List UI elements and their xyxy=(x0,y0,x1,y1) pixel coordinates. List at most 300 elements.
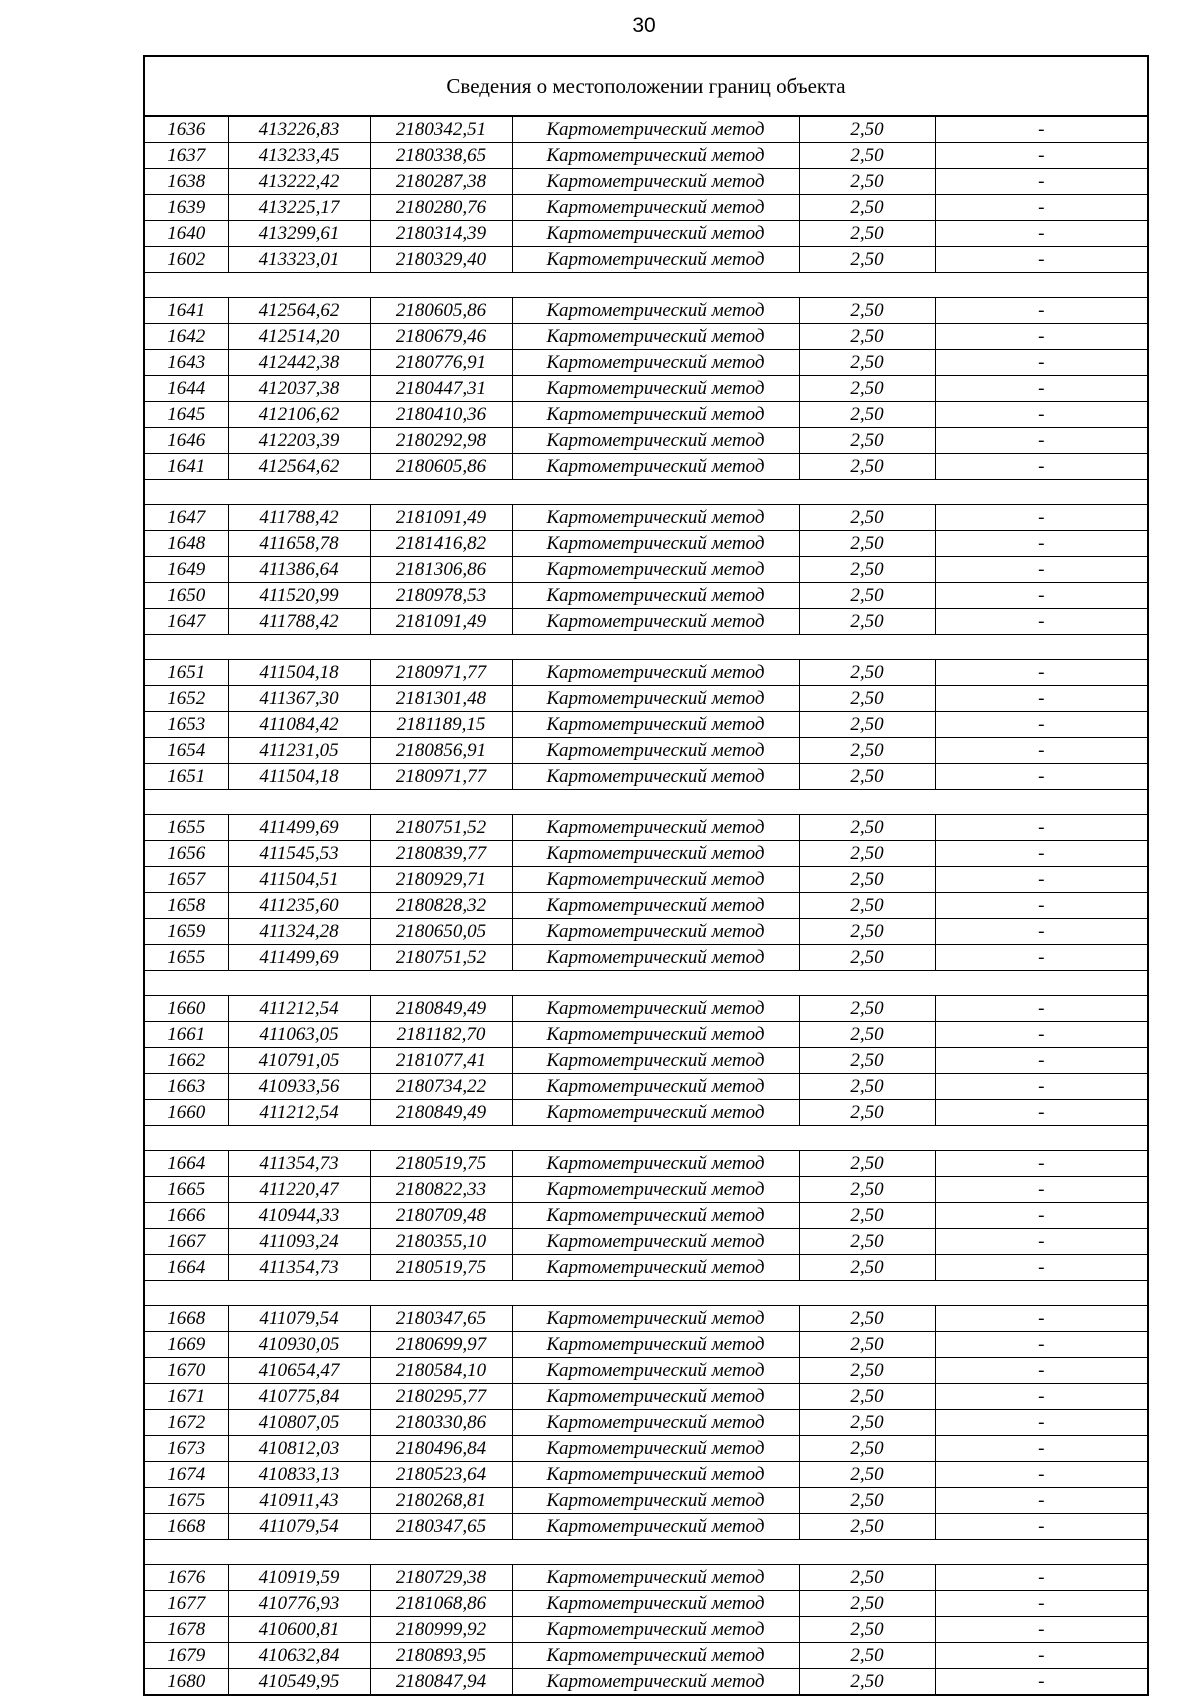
point-number-cell: 1653 xyxy=(145,712,228,738)
y-coordinate-cell: 2180828,32 xyxy=(370,893,512,919)
x-coordinate-cell: 410812,03 xyxy=(228,1436,370,1462)
table-row xyxy=(145,1643,1147,1669)
accuracy-cell: 2,50 xyxy=(799,1255,935,1281)
method-cell: Картометрический метод xyxy=(512,738,799,764)
accuracy-cell: 2,50 xyxy=(799,324,935,350)
x-coordinate-cell: 411788,42 xyxy=(228,609,370,635)
method-cell: Картометрический метод xyxy=(512,247,799,273)
table-row xyxy=(145,764,1147,790)
y-coordinate-cell: 2180776,91 xyxy=(370,350,512,376)
point-number-cell: 1644 xyxy=(145,376,228,402)
group-separator xyxy=(145,273,1147,298)
y-coordinate-cell: 2181091,49 xyxy=(370,609,512,635)
table-row xyxy=(145,247,1147,273)
y-coordinate-cell: 2180523,64 xyxy=(370,1462,512,1488)
x-coordinate-cell: 410807,05 xyxy=(228,1410,370,1436)
y-coordinate-cell: 2180287,38 xyxy=(370,169,512,195)
method-cell: Картометрический метод xyxy=(512,143,799,169)
x-coordinate-cell: 413222,42 xyxy=(228,169,370,195)
table-row xyxy=(145,1151,1147,1177)
description-cell: - xyxy=(935,1048,1147,1074)
y-coordinate-cell: 2180519,75 xyxy=(370,1255,512,1281)
point-number-cell: 1659 xyxy=(145,919,228,945)
y-coordinate-cell: 2180268,81 xyxy=(370,1488,512,1514)
method-cell: Картометрический метод xyxy=(512,1255,799,1281)
x-coordinate-cell: 411354,73 xyxy=(228,1255,370,1281)
point-number-cell: 1674 xyxy=(145,1462,228,1488)
method-cell: Картометрический метод xyxy=(512,1306,799,1332)
point-number-cell: 1660 xyxy=(145,996,228,1022)
method-cell: Картометрический метод xyxy=(512,324,799,350)
description-cell: - xyxy=(935,583,1147,609)
x-coordinate-cell: 411079,54 xyxy=(228,1514,370,1540)
point-number-cell: 1649 xyxy=(145,557,228,583)
point-number-cell: 1637 xyxy=(145,143,228,169)
boundary-table-container xyxy=(143,55,1149,1696)
table-row xyxy=(145,298,1147,324)
y-coordinate-cell: 2180295,77 xyxy=(370,1384,512,1410)
point-number-cell: 1647 xyxy=(145,505,228,531)
point-number-cell: 1662 xyxy=(145,1048,228,1074)
description-cell: - xyxy=(935,505,1147,531)
y-coordinate-cell: 2180971,77 xyxy=(370,764,512,790)
method-cell: Картометрический метод xyxy=(512,1048,799,1074)
x-coordinate-cell: 413299,61 xyxy=(228,221,370,247)
description-cell: - xyxy=(935,1462,1147,1488)
x-coordinate-cell: 411354,73 xyxy=(228,1151,370,1177)
y-coordinate-cell: 2180496,84 xyxy=(370,1436,512,1462)
y-coordinate-cell: 2181068,86 xyxy=(370,1591,512,1617)
y-coordinate-cell: 2181306,86 xyxy=(370,557,512,583)
table-row xyxy=(145,1229,1147,1255)
description-cell: - xyxy=(935,1643,1147,1669)
table-row xyxy=(145,1074,1147,1100)
table-row xyxy=(145,557,1147,583)
method-cell: Картометрический метод xyxy=(512,1591,799,1617)
point-number-cell: 1602 xyxy=(145,247,228,273)
x-coordinate-cell: 413233,45 xyxy=(228,143,370,169)
method-cell: Картометрический метод xyxy=(512,1151,799,1177)
y-coordinate-cell: 2180709,48 xyxy=(370,1203,512,1229)
method-cell: Картометрический метод xyxy=(512,1617,799,1643)
description-cell: - xyxy=(935,686,1147,712)
x-coordinate-cell: 411084,42 xyxy=(228,712,370,738)
description-cell: - xyxy=(935,454,1147,480)
table-row xyxy=(145,350,1147,376)
accuracy-cell: 2,50 xyxy=(799,1203,935,1229)
group-separator xyxy=(145,790,1147,815)
y-coordinate-cell: 2180734,22 xyxy=(370,1074,512,1100)
table-row xyxy=(145,1591,1147,1617)
table-row xyxy=(145,609,1147,635)
description-cell: - xyxy=(935,841,1147,867)
method-cell: Картометрический метод xyxy=(512,1177,799,1203)
accuracy-cell: 2,50 xyxy=(799,738,935,764)
point-number-cell: 1680 xyxy=(145,1669,228,1695)
x-coordinate-cell: 412442,38 xyxy=(228,350,370,376)
table-row xyxy=(145,1306,1147,1332)
point-number-cell: 1636 xyxy=(145,117,228,143)
method-cell: Картометрический метод xyxy=(512,531,799,557)
description-cell: - xyxy=(935,1358,1147,1384)
table-row xyxy=(145,815,1147,841)
x-coordinate-cell: 412514,20 xyxy=(228,324,370,350)
x-coordinate-cell: 413226,83 xyxy=(228,117,370,143)
accuracy-cell: 2,50 xyxy=(799,764,935,790)
table-row xyxy=(145,169,1147,195)
description-cell: - xyxy=(935,1565,1147,1591)
table-row xyxy=(145,583,1147,609)
description-cell: - xyxy=(935,1229,1147,1255)
accuracy-cell: 2,50 xyxy=(799,1100,935,1126)
description-cell: - xyxy=(935,945,1147,971)
separator-cell xyxy=(145,790,1147,815)
x-coordinate-cell: 413323,01 xyxy=(228,247,370,273)
y-coordinate-cell: 2180999,92 xyxy=(370,1617,512,1643)
accuracy-cell: 2,50 xyxy=(799,195,935,221)
description-cell: - xyxy=(935,660,1147,686)
method-cell: Картометрический метод xyxy=(512,583,799,609)
accuracy-cell: 2,50 xyxy=(799,1514,935,1540)
table-row xyxy=(145,531,1147,557)
accuracy-cell: 2,50 xyxy=(799,1229,935,1255)
point-number-cell: 1641 xyxy=(145,454,228,480)
accuracy-cell: 2,50 xyxy=(799,557,935,583)
x-coordinate-cell: 412564,62 xyxy=(228,298,370,324)
group-separator xyxy=(145,971,1147,996)
x-coordinate-cell: 411504,51 xyxy=(228,867,370,893)
accuracy-cell: 2,50 xyxy=(799,298,935,324)
y-coordinate-cell: 2180605,86 xyxy=(370,454,512,480)
accuracy-cell: 2,50 xyxy=(799,1151,935,1177)
x-coordinate-cell: 411504,18 xyxy=(228,660,370,686)
description-cell: - xyxy=(935,557,1147,583)
table-row xyxy=(145,738,1147,764)
group-separator xyxy=(145,635,1147,660)
coordinates-table-body xyxy=(145,117,1147,1694)
method-cell: Картометрический метод xyxy=(512,867,799,893)
table-row xyxy=(145,996,1147,1022)
description-cell: - xyxy=(935,1203,1147,1229)
x-coordinate-cell: 411231,05 xyxy=(228,738,370,764)
accuracy-cell: 2,50 xyxy=(799,1436,935,1462)
accuracy-cell: 2,50 xyxy=(799,815,935,841)
y-coordinate-cell: 2180314,39 xyxy=(370,221,512,247)
accuracy-cell: 2,50 xyxy=(799,609,935,635)
accuracy-cell: 2,50 xyxy=(799,1488,935,1514)
accuracy-cell: 2,50 xyxy=(799,247,935,273)
x-coordinate-cell: 411212,54 xyxy=(228,996,370,1022)
description-cell: - xyxy=(935,143,1147,169)
point-number-cell: 1642 xyxy=(145,324,228,350)
description-cell: - xyxy=(935,531,1147,557)
accuracy-cell: 2,50 xyxy=(799,531,935,557)
x-coordinate-cell: 410549,95 xyxy=(228,1669,370,1695)
accuracy-cell: 2,50 xyxy=(799,1617,935,1643)
accuracy-cell: 2,50 xyxy=(799,350,935,376)
description-cell: - xyxy=(935,376,1147,402)
table-row xyxy=(145,221,1147,247)
accuracy-cell: 2,50 xyxy=(799,1462,935,1488)
description-cell: - xyxy=(935,1100,1147,1126)
table-row xyxy=(145,686,1147,712)
point-number-cell: 1664 xyxy=(145,1151,228,1177)
x-coordinate-cell: 410933,56 xyxy=(228,1074,370,1100)
point-number-cell: 1651 xyxy=(145,660,228,686)
table-row xyxy=(145,376,1147,402)
method-cell: Картометрический метод xyxy=(512,1462,799,1488)
accuracy-cell: 2,50 xyxy=(799,1074,935,1100)
x-coordinate-cell: 410911,43 xyxy=(228,1488,370,1514)
y-coordinate-cell: 2180849,49 xyxy=(370,996,512,1022)
table-row xyxy=(145,1358,1147,1384)
point-number-cell: 1655 xyxy=(145,815,228,841)
point-number-cell: 1663 xyxy=(145,1074,228,1100)
accuracy-cell: 2,50 xyxy=(799,996,935,1022)
table-row xyxy=(145,1203,1147,1229)
y-coordinate-cell: 2180751,52 xyxy=(370,815,512,841)
accuracy-cell: 2,50 xyxy=(799,1591,935,1617)
method-cell: Картометрический метод xyxy=(512,1565,799,1591)
point-number-cell: 1648 xyxy=(145,531,228,557)
method-cell: Картометрический метод xyxy=(512,402,799,428)
method-cell: Картометрический метод xyxy=(512,1358,799,1384)
separator-cell xyxy=(145,1540,1147,1565)
x-coordinate-cell: 412037,38 xyxy=(228,376,370,402)
accuracy-cell: 2,50 xyxy=(799,945,935,971)
x-coordinate-cell: 410919,59 xyxy=(228,1565,370,1591)
accuracy-cell: 2,50 xyxy=(799,867,935,893)
method-cell: Картометрический метод xyxy=(512,1022,799,1048)
table-title: Сведения о местоположении границ объекта xyxy=(145,57,1147,117)
x-coordinate-cell: 410833,13 xyxy=(228,1462,370,1488)
table-row xyxy=(145,402,1147,428)
x-coordinate-cell: 411220,47 xyxy=(228,1177,370,1203)
x-coordinate-cell: 411079,54 xyxy=(228,1306,370,1332)
separator-cell xyxy=(145,635,1147,660)
x-coordinate-cell: 410654,47 xyxy=(228,1358,370,1384)
description-cell: - xyxy=(935,298,1147,324)
description-cell: - xyxy=(935,893,1147,919)
method-cell: Картометрический метод xyxy=(512,1100,799,1126)
y-coordinate-cell: 2181077,41 xyxy=(370,1048,512,1074)
accuracy-cell: 2,50 xyxy=(799,505,935,531)
x-coordinate-cell: 411499,69 xyxy=(228,815,370,841)
x-coordinate-cell: 411212,54 xyxy=(228,1100,370,1126)
description-cell: - xyxy=(935,1488,1147,1514)
accuracy-cell: 2,50 xyxy=(799,143,935,169)
y-coordinate-cell: 2180292,98 xyxy=(370,428,512,454)
method-cell: Картометрический метод xyxy=(512,712,799,738)
y-coordinate-cell: 2181091,49 xyxy=(370,505,512,531)
point-number-cell: 1651 xyxy=(145,764,228,790)
point-number-cell: 1672 xyxy=(145,1410,228,1436)
accuracy-cell: 2,50 xyxy=(799,660,935,686)
description-cell: - xyxy=(935,738,1147,764)
table-row xyxy=(145,919,1147,945)
x-coordinate-cell: 411235,60 xyxy=(228,893,370,919)
accuracy-cell: 2,50 xyxy=(799,1022,935,1048)
table-row xyxy=(145,117,1147,143)
x-coordinate-cell: 410944,33 xyxy=(228,1203,370,1229)
description-cell: - xyxy=(935,247,1147,273)
y-coordinate-cell: 2180519,75 xyxy=(370,1151,512,1177)
method-cell: Картометрический метод xyxy=(512,1203,799,1229)
description-cell: - xyxy=(935,764,1147,790)
point-number-cell: 1670 xyxy=(145,1358,228,1384)
table-row xyxy=(145,454,1147,480)
point-number-cell: 1666 xyxy=(145,1203,228,1229)
description-cell: - xyxy=(935,324,1147,350)
point-number-cell: 1640 xyxy=(145,221,228,247)
method-cell: Картометрический метод xyxy=(512,1514,799,1540)
separator-cell xyxy=(145,480,1147,505)
y-coordinate-cell: 2180971,77 xyxy=(370,660,512,686)
description-cell: - xyxy=(935,1332,1147,1358)
accuracy-cell: 2,50 xyxy=(799,1048,935,1074)
x-coordinate-cell: 411499,69 xyxy=(228,945,370,971)
method-cell: Картометрический метод xyxy=(512,195,799,221)
accuracy-cell: 2,50 xyxy=(799,1643,935,1669)
point-number-cell: 1675 xyxy=(145,1488,228,1514)
table-row xyxy=(145,1669,1147,1695)
y-coordinate-cell: 2180605,86 xyxy=(370,298,512,324)
y-coordinate-cell: 2180330,86 xyxy=(370,1410,512,1436)
separator-cell xyxy=(145,273,1147,298)
point-number-cell: 1655 xyxy=(145,945,228,971)
description-cell: - xyxy=(935,428,1147,454)
description-cell: - xyxy=(935,919,1147,945)
point-number-cell: 1667 xyxy=(145,1229,228,1255)
table-row xyxy=(145,143,1147,169)
method-cell: Картометрический метод xyxy=(512,1410,799,1436)
x-coordinate-cell: 410791,05 xyxy=(228,1048,370,1074)
method-cell: Картометрический метод xyxy=(512,221,799,247)
point-number-cell: 1677 xyxy=(145,1591,228,1617)
method-cell: Картометрический метод xyxy=(512,686,799,712)
table-row xyxy=(145,712,1147,738)
x-coordinate-cell: 410930,05 xyxy=(228,1332,370,1358)
accuracy-cell: 2,50 xyxy=(799,169,935,195)
table-row xyxy=(145,428,1147,454)
accuracy-cell: 2,50 xyxy=(799,221,935,247)
x-coordinate-cell: 410775,84 xyxy=(228,1384,370,1410)
point-number-cell: 1638 xyxy=(145,169,228,195)
point-number-cell: 1661 xyxy=(145,1022,228,1048)
accuracy-cell: 2,50 xyxy=(799,893,935,919)
method-cell: Картометрический метод xyxy=(512,454,799,480)
table-row xyxy=(145,1617,1147,1643)
x-coordinate-cell: 410600,81 xyxy=(228,1617,370,1643)
table-row xyxy=(145,1565,1147,1591)
accuracy-cell: 2,50 xyxy=(799,1669,935,1695)
point-number-cell: 1678 xyxy=(145,1617,228,1643)
method-cell: Картометрический метод xyxy=(512,1074,799,1100)
y-coordinate-cell: 2180355,10 xyxy=(370,1229,512,1255)
point-number-cell: 1660 xyxy=(145,1100,228,1126)
method-cell: Картометрический метод xyxy=(512,298,799,324)
accuracy-cell: 2,50 xyxy=(799,1177,935,1203)
accuracy-cell: 2,50 xyxy=(799,402,935,428)
group-separator xyxy=(145,1281,1147,1306)
y-coordinate-cell: 2180822,33 xyxy=(370,1177,512,1203)
method-cell: Картометрический метод xyxy=(512,1488,799,1514)
accuracy-cell: 2,50 xyxy=(799,1332,935,1358)
y-coordinate-cell: 2180729,38 xyxy=(370,1565,512,1591)
description-cell: - xyxy=(935,867,1147,893)
x-coordinate-cell: 411324,28 xyxy=(228,919,370,945)
description-cell: - xyxy=(935,1022,1147,1048)
description-cell: - xyxy=(935,1410,1147,1436)
accuracy-cell: 2,50 xyxy=(799,686,935,712)
description-cell: - xyxy=(935,1306,1147,1332)
x-coordinate-cell: 411520,99 xyxy=(228,583,370,609)
table-row xyxy=(145,1462,1147,1488)
description-cell: - xyxy=(935,1617,1147,1643)
x-coordinate-cell: 411658,78 xyxy=(228,531,370,557)
accuracy-cell: 2,50 xyxy=(799,919,935,945)
table-row xyxy=(145,1255,1147,1281)
table-row xyxy=(145,945,1147,971)
description-cell: - xyxy=(935,1436,1147,1462)
description-cell: - xyxy=(935,402,1147,428)
point-number-cell: 1641 xyxy=(145,298,228,324)
separator-cell xyxy=(145,971,1147,996)
page-number: 30 xyxy=(632,14,656,37)
method-cell: Картометрический метод xyxy=(512,505,799,531)
description-cell: - xyxy=(935,815,1147,841)
point-number-cell: 1669 xyxy=(145,1332,228,1358)
x-coordinate-cell: 411788,42 xyxy=(228,505,370,531)
description-cell: - xyxy=(935,609,1147,635)
table-row xyxy=(145,1514,1147,1540)
y-coordinate-cell: 2181416,82 xyxy=(370,531,512,557)
method-cell: Картометрический метод xyxy=(512,660,799,686)
y-coordinate-cell: 2180447,31 xyxy=(370,376,512,402)
point-number-cell: 1671 xyxy=(145,1384,228,1410)
table-row xyxy=(145,1048,1147,1074)
accuracy-cell: 2,50 xyxy=(799,712,935,738)
separator-cell xyxy=(145,1281,1147,1306)
accuracy-cell: 2,50 xyxy=(799,583,935,609)
accuracy-cell: 2,50 xyxy=(799,841,935,867)
y-coordinate-cell: 2181182,70 xyxy=(370,1022,512,1048)
table-row xyxy=(145,195,1147,221)
method-cell: Картометрический метод xyxy=(512,815,799,841)
table-row xyxy=(145,1022,1147,1048)
accuracy-cell: 2,50 xyxy=(799,1384,935,1410)
point-number-cell: 1643 xyxy=(145,350,228,376)
table-row xyxy=(145,1488,1147,1514)
method-cell: Картометрический метод xyxy=(512,117,799,143)
separator-cell xyxy=(145,1126,1147,1151)
method-cell: Картометрический метод xyxy=(512,169,799,195)
point-number-cell: 1665 xyxy=(145,1177,228,1203)
method-cell: Картометрический метод xyxy=(512,1436,799,1462)
y-coordinate-cell: 2181189,15 xyxy=(370,712,512,738)
y-coordinate-cell: 2180410,36 xyxy=(370,402,512,428)
y-coordinate-cell: 2180849,49 xyxy=(370,1100,512,1126)
description-cell: - xyxy=(935,1591,1147,1617)
accuracy-cell: 2,50 xyxy=(799,1410,935,1436)
y-coordinate-cell: 2180893,95 xyxy=(370,1643,512,1669)
description-cell: - xyxy=(935,1074,1147,1100)
table-row xyxy=(145,841,1147,867)
method-cell: Картометрический метод xyxy=(512,609,799,635)
point-number-cell: 1650 xyxy=(145,583,228,609)
x-coordinate-cell: 411504,18 xyxy=(228,764,370,790)
point-number-cell: 1658 xyxy=(145,893,228,919)
